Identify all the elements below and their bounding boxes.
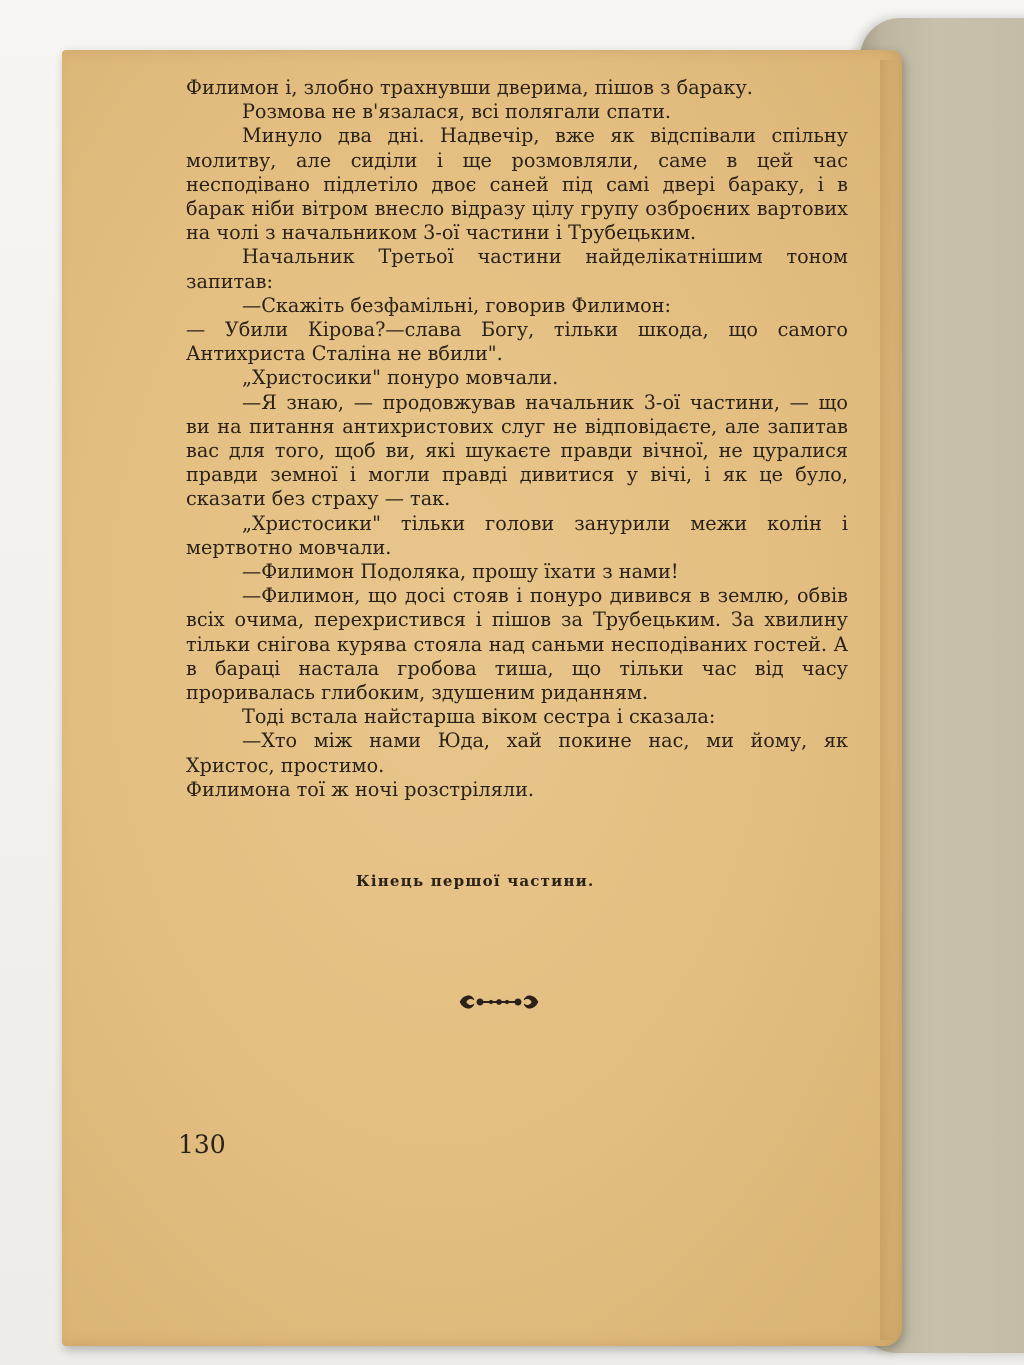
paragraph: „Христосики" понуро мовчали. — [242, 366, 559, 390]
paragraph: Филимон і, злобно трахнувши дверима, пішов з бараку. — [186, 76, 753, 99]
page-fold-shadow — [880, 60, 896, 1340]
paragraph: —Филимон, що досі стояв і понуро дивився в землю, обвів всіх очима, перехристився і пішов за Трубецьким. За хвилину тільки снігова курява стояла над саньми несподіваних гостей. А в бараці настала гробова тиша, що тільки час від часу проривалась глибоким, здушеним риданням. — [186, 584, 848, 705]
paragraph: —Скажіть безфамільні, говорив Филимон: — [242, 293, 672, 317]
body-text — [186, 76, 848, 802]
paragraph: Тоді встала найстарша віком сестра і сказала: — [242, 705, 716, 729]
paragraph: —Филимон Подоляка, прошу їхати з нами! — [242, 560, 679, 584]
paragraph: —Хто між нами Юда, хай покине нас, ми йому, як Христос, простимо. — [186, 729, 848, 777]
page-number: 130 — [178, 1130, 226, 1159]
paragraph: Филимона тої ж ночі розстріляли. — [186, 777, 535, 801]
paragraph: Минуло два дні. Надвечір, вже як відспівали спільну молитву, але сиділи і ще розмовляли, саме в цей час несподівано підлетіло двоє саней під самі двері бараку, і в барак ніби вітром внесло відразу цілу групу озброєних вартових на чолі з начальником 3-ої частини і Трубецьким. — [186, 124, 848, 245]
paragraph: —Я знаю, — продовжував начальник 3-ої частини, — що ви на питання антихристових слуг не відповідаєте, але запитав вас для того, щоб ви, які шукаєте правди вічної, не цуралися правди земної і могли правді дивитися у вічі, і як це було, сказати без страху — так. — [186, 390, 848, 511]
decorative-flourish-icon — [458, 990, 540, 1014]
paragraph: „Христосики" тільки голови занурили межи колін і мертвотно мовчали. — [186, 511, 848, 559]
paragraph: Начальник Третьої частини найделікатнішим тоном запитав: — [186, 245, 848, 293]
paragraph: — Убили Кірова?—слава Богу, тільки шкода, що самого Антихриста Сталіна не вбили". — [186, 318, 848, 366]
paragraph: Розмова не в'язалася, всі полягали спати. — [242, 100, 672, 124]
section-end-label: Кінець першої частини. — [356, 872, 595, 890]
